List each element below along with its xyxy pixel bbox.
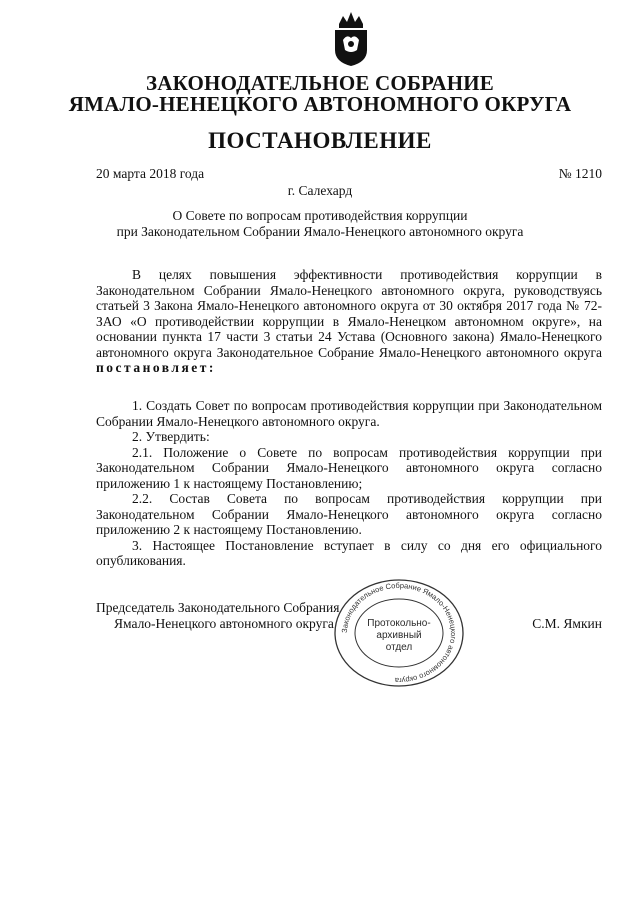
signer-title-line1: Председатель Законодательного Собрания xyxy=(96,600,340,615)
item-2-1: 2.1. Положение о Совете по вопросам противодействия коррупции при Законодательном Собрании Ямало-Ненецкого автономного округа согласно приложению 1 к настоящему Постановлению; xyxy=(96,444,602,491)
stamp-center-text xyxy=(340,618,458,654)
item-2-2: 2.2. Состав Совета по вопросам противодействия коррупции при Законодательном Собрании Ямало-Ненецкого автономного округа согласно приложению 2 к настоящему Постановлению. xyxy=(96,491,602,537)
subject-line2: при Законодательном Собрании Ямало-Ненецкого автономного округа xyxy=(116,224,524,239)
resolution-items xyxy=(96,398,602,569)
document-date: 20 марта 2018 года xyxy=(96,166,205,181)
stamp-line3: отдел xyxy=(385,642,413,653)
item-2: 2. Утвердить: xyxy=(132,429,210,444)
signer-title xyxy=(96,600,339,632)
document-city: г. Салехард xyxy=(287,183,353,198)
signer-title-line2: Ямало-Ненецкого автономного округа xyxy=(114,616,334,631)
organization-name-line1: ЗАКОНОДАТЕЛЬНОЕ СОБРАНИЕ xyxy=(145,71,495,95)
document-subject xyxy=(0,208,640,240)
signer-name: С.М. Ямкин xyxy=(532,616,602,631)
preamble-paragraph xyxy=(96,267,602,376)
preamble-text: В целях повышения эффективности противодействия коррупции в Законодательном Собрании Ямало-Ненецкого автономного округа, руководствуясь статьей 3 Закона Ямало-Ненецкого автономного округа от 30 октября 2017 года № 72-ЗАО «О противодействии коррупции в Ямало-Ненецком автономном округе», на основании пункта 17 части 3 статьи 24 Устава (Основного закона) Ямало-Ненецкого автономного округа Законодательное Собрание Ямало-Ненецкого автономного округа xyxy=(96,267,602,360)
subject-line1: О Совете по вопросам противодействия коррупции xyxy=(172,208,468,223)
document-number: № 1210 xyxy=(558,166,602,181)
decree-suffix: : xyxy=(208,360,216,375)
organization-name-line2: ЯМАЛО-НЕНЕЦКОГО АВТОНОМНОГО ОКРУГА xyxy=(68,92,572,116)
stamp-ring-text: Законодательное Собрание Ямало-Ненецкого автономного округа xyxy=(339,580,459,686)
item-3: 3. Настоящее Постановление вступает в силу со дня его официального опубликования. xyxy=(96,537,602,568)
document-type-title: ПОСТАНОВЛЕНИЕ xyxy=(208,128,432,153)
coat-of-arms-icon xyxy=(329,6,373,68)
decree-word: постановляет xyxy=(96,360,209,375)
stamp-line2: архивный xyxy=(376,630,422,641)
stamp-line1: Протокольно- xyxy=(367,618,431,629)
item-1: 1. Создать Совет по вопросам противодействия коррупции при Законодательном Собрании Ямало-Ненецкого автономного округа. xyxy=(96,398,602,429)
